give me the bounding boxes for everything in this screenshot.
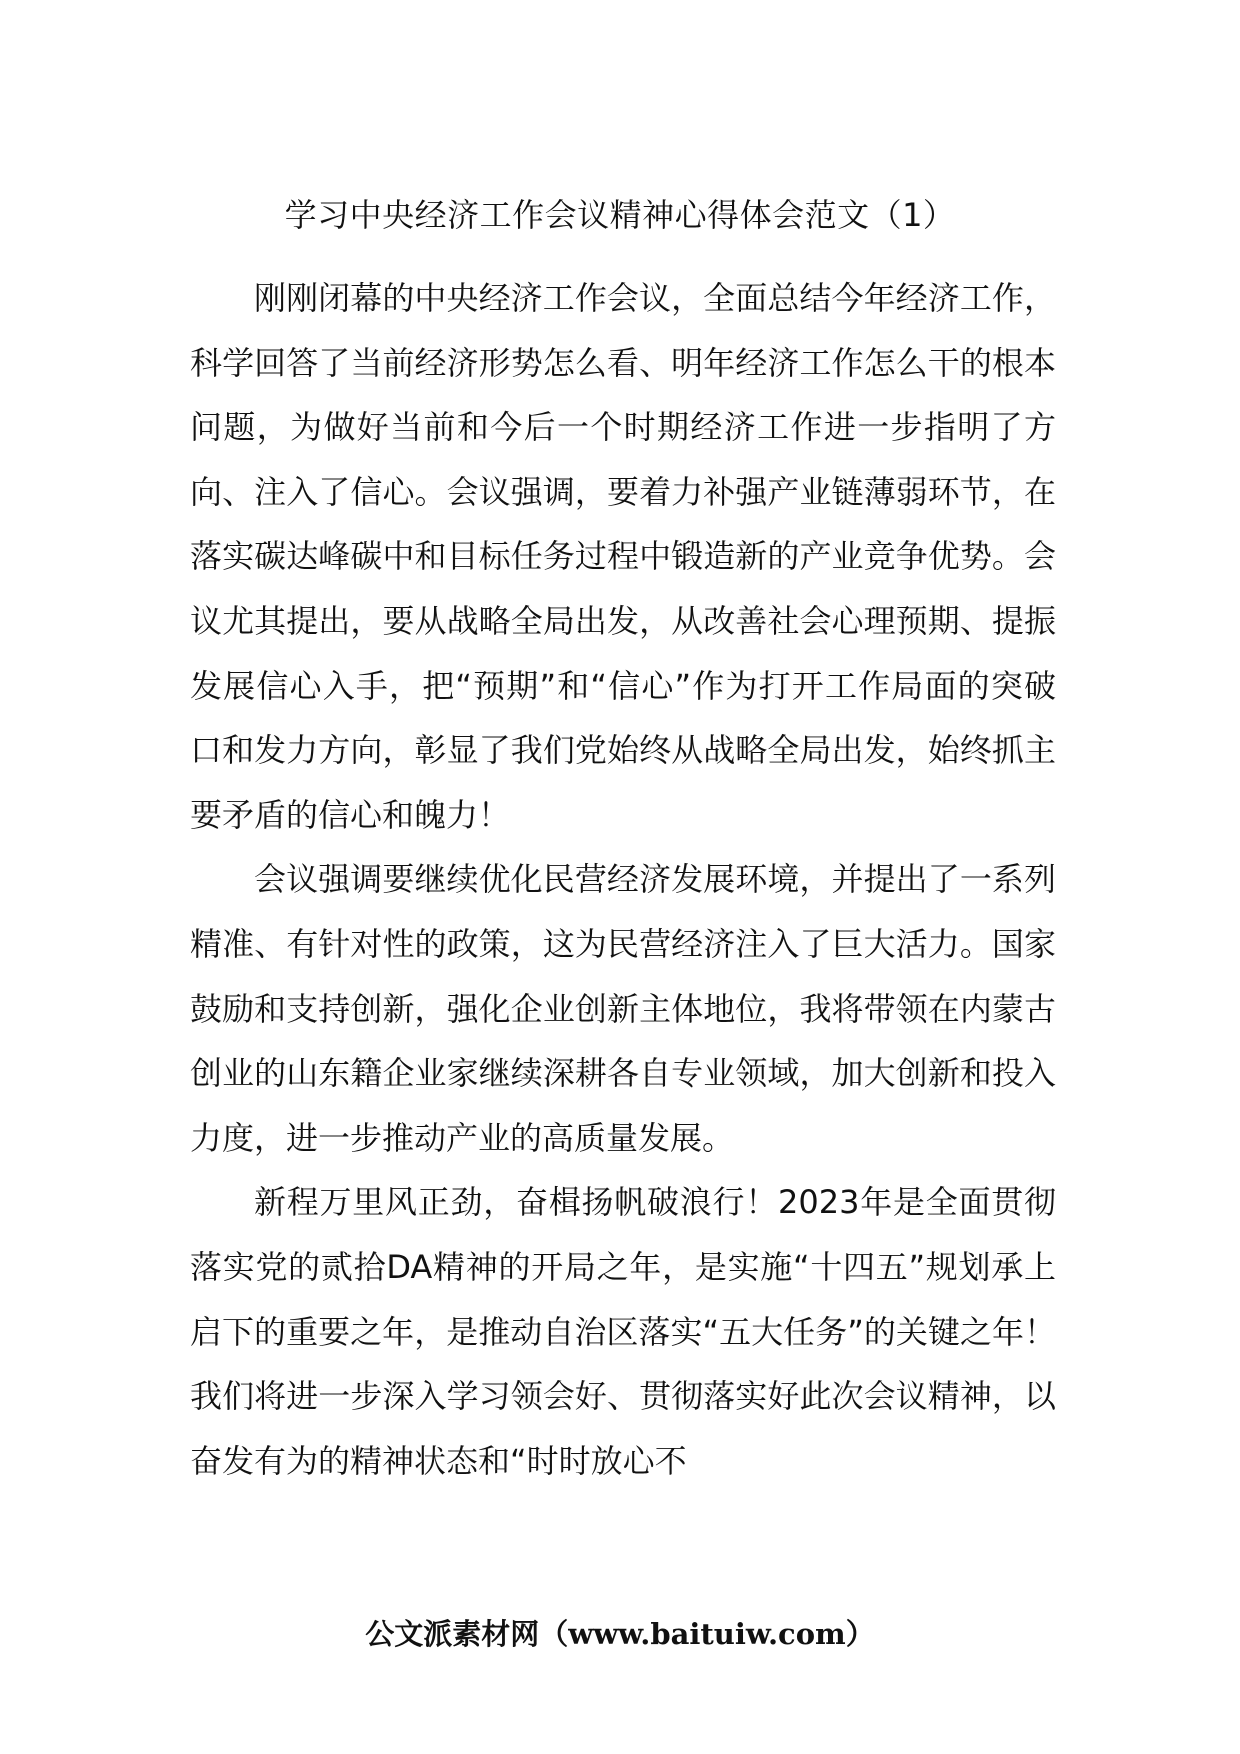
document-title: 学习中央经济工作会议精神心得体会范文（1） — [284, 196, 956, 234]
paragraph-1: 刚刚闭幕的中央经济工作会议，全面总结今年经济工作，科学回答了当前经济形势怎么看、明年经济工作怎么干的根本问题，为做好当前和今后一个时期经济工作进一步指明了方向、注入了信心。会议强调，要着力补强产业链薄弱环节，在落实碳达峰碳中和目标任务过程中锻造新的产业竞争优势。会议尤其提出，要从战略全局出发，从改善社会心理预期、提振发展信心入手，把“预期”和“信心”作为打开工作局面的突破口和发力方向，彰显了我们党始终从战略全局出发，始终抓主要矛盾的信心和魄力！ — [190, 279, 1056, 834]
paragraph-3: 新程万里风正劲，奋楫扬帆破浪行！2023年是全面贯彻落实党的贰拾DA精神的开局之年，是实施“十四五”规划承上启下的重要之年，是推动自治区落实“五大任务”的关键之年！我们将进一步深入学习领会好、贯彻落实好此次会议精神，以奋发有为的精神状态和“时时放心不 — [190, 1183, 1056, 1480]
paragraph-2: 会议强调要继续优化民营经济发展环境，并提出了一系列精准、有针对性的政策，这为民营经济注入了巨大活力。国家鼓励和支持创新，强化企业创新主体地位，我将带领在内蒙古创业的山东籍企业家继续深耕各自专业领域，加大创新和投入力度，进一步推动产业的高质量发展。 — [190, 860, 1056, 1157]
document-body — [190, 266, 1056, 1493]
footer-watermark: 公文派素材网（www.baituiw.com） — [365, 1617, 875, 1651]
